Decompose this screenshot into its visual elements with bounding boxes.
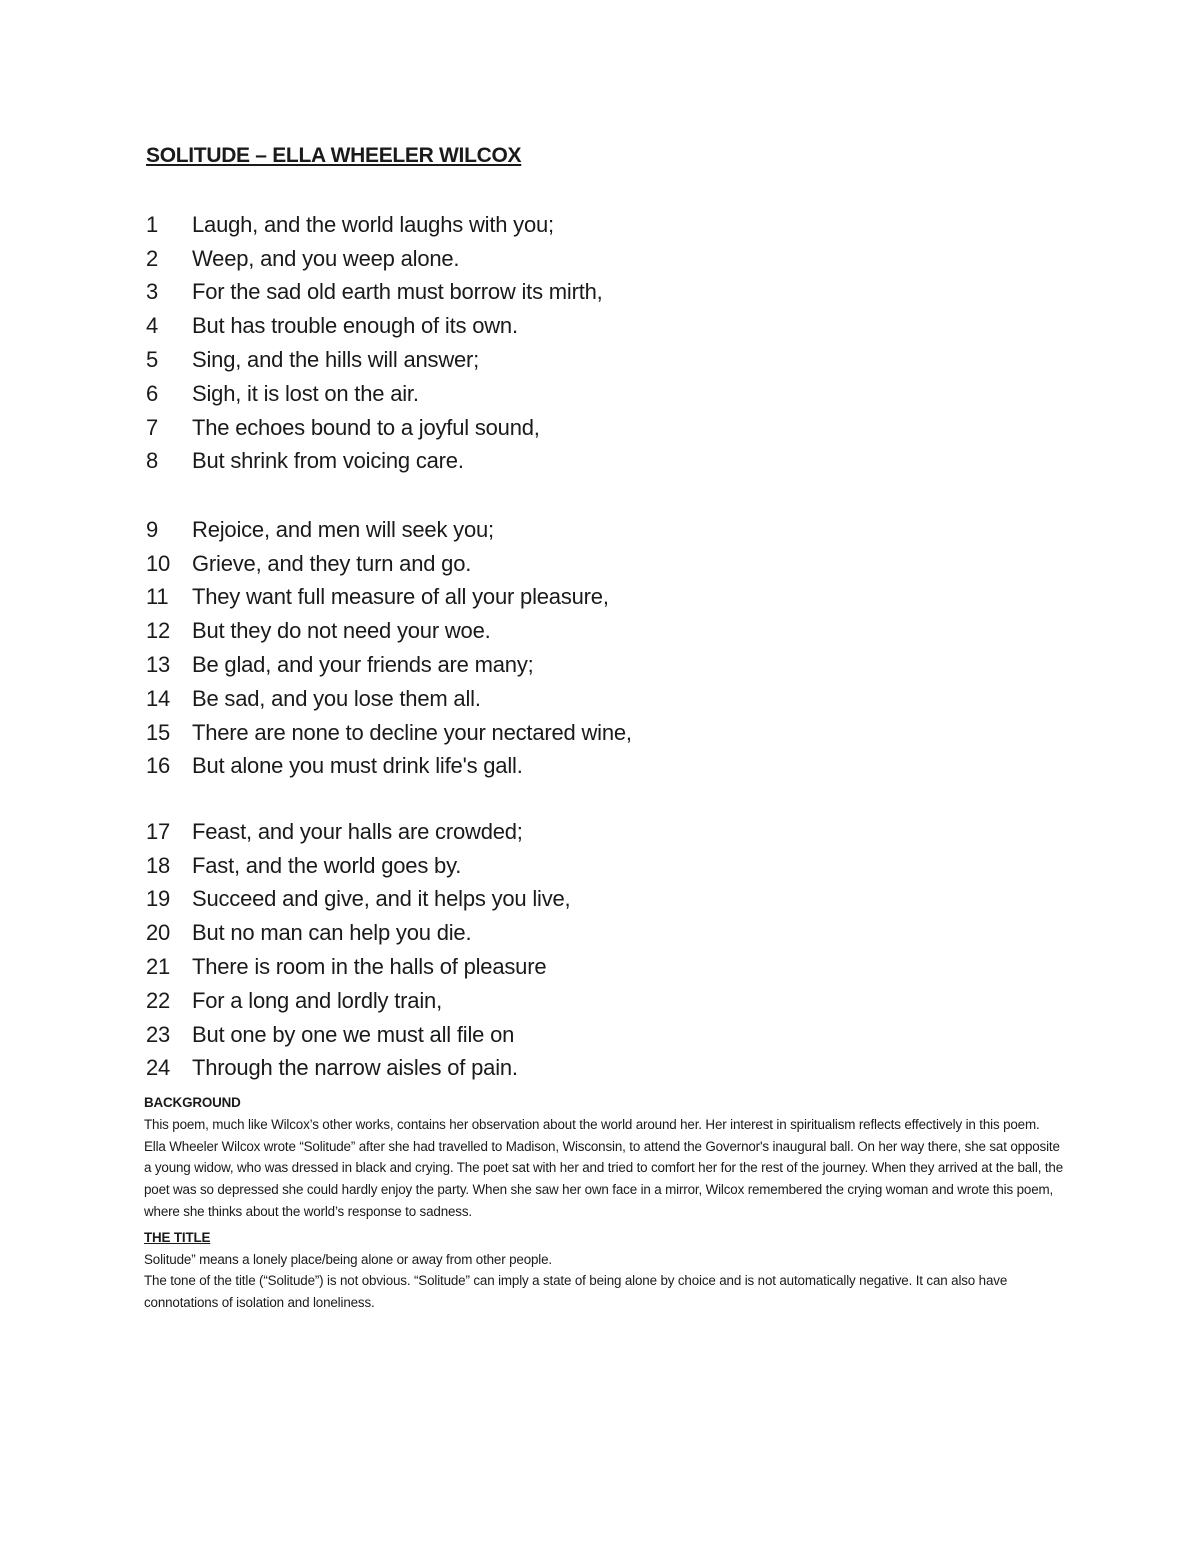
poem-line bbox=[146, 377, 603, 411]
poem-line bbox=[146, 849, 570, 883]
line-number: 18 bbox=[146, 852, 171, 878]
line-number: 23 bbox=[146, 1021, 171, 1047]
line-text: But one by one we must all file on bbox=[192, 1021, 515, 1047]
line-text: Succeed and give, and it helps you live, bbox=[192, 886, 571, 912]
line-text: There are none to decline your nectared wine, bbox=[192, 719, 632, 745]
poem-line bbox=[146, 950, 570, 984]
line-text: Fast, and the world goes by. bbox=[192, 852, 462, 878]
line-text: The echoes bound to a joyful sound, bbox=[192, 414, 540, 440]
poem-line bbox=[146, 411, 603, 445]
line-text: Be glad, and your friends are many; bbox=[192, 652, 534, 678]
line-number: 5 bbox=[146, 347, 159, 373]
line-number: 11 bbox=[146, 584, 169, 610]
title-paragraph: Solitude” means a lonely place/being alone or away from other people. bbox=[144, 1251, 552, 1267]
line-number: 8 bbox=[146, 448, 159, 474]
line-text: Sing, and the hills will answer; bbox=[192, 347, 480, 373]
line-number: 17 bbox=[146, 818, 171, 844]
poem-line bbox=[146, 547, 632, 581]
line-number: 16 bbox=[146, 753, 171, 779]
title-heading: THE TITLE bbox=[144, 1229, 211, 1245]
line-number: 19 bbox=[146, 886, 171, 912]
line-number: 10 bbox=[146, 550, 171, 576]
title-paragraph: The tone of the title (“Solitude”) is not obvious. “Solitude” can imply a state of being alone by choice and is not automatically negative. It can also have connotations of isolation and loneliness. bbox=[144, 1273, 1008, 1311]
poem-line bbox=[146, 716, 632, 750]
line-text: But alone you must drink life's gall. bbox=[192, 753, 523, 779]
document-title: SOLITUDE – ELLA WHEELER WILCOX bbox=[146, 144, 522, 167]
line-text: But no man can help you die. bbox=[192, 920, 472, 946]
poem-line bbox=[146, 648, 632, 682]
poem-line bbox=[146, 276, 603, 310]
line-number: 3 bbox=[146, 279, 159, 305]
line-text: Sigh, it is lost on the air. bbox=[192, 380, 419, 406]
line-number: 20 bbox=[146, 920, 171, 946]
line-number: 22 bbox=[146, 987, 171, 1013]
line-text: Be sad, and you lose them all. bbox=[192, 685, 481, 711]
line-number: 12 bbox=[146, 618, 171, 644]
line-text: Laugh, and the world laughs with you; bbox=[192, 211, 554, 237]
poem-line bbox=[146, 309, 603, 343]
line-number: 1 bbox=[146, 211, 159, 237]
poem-line bbox=[146, 916, 570, 950]
poem-line bbox=[146, 208, 603, 242]
poem-line bbox=[146, 1018, 570, 1052]
line-number: 2 bbox=[146, 245, 159, 271]
line-text: There is room in the halls of pleasure bbox=[192, 954, 547, 980]
background-paragraph: This poem, much like Wilcox’s other works, contains her observation about the world around her. Her interest in spiritualism reflects effectively in this poem. bbox=[144, 1116, 1040, 1132]
line-text: For a long and lordly train, bbox=[192, 987, 442, 1013]
poem-line bbox=[146, 343, 603, 377]
poem-line bbox=[146, 581, 632, 615]
stanza-2 bbox=[146, 513, 632, 783]
line-text: Weep, and you weep alone. bbox=[192, 245, 460, 271]
background-paragraph: Ella Wheeler Wilcox wrote “Solitude” after she had travelled to Madison, Wisconsin, to attend the Governor's inaugural ball. On her way there, she sat opposite a young widow, who was dressed in black and crying. The poet sat with her and tried to comfort her for the rest of the journey. When they arrived at the ball, the poet was so depressed she could hardly enjoy the party. When she saw her own face in a mirror, Wilcox remembered the crying woman and wrote this poem, where she thinks about the world’s response to sadness. bbox=[144, 1138, 1064, 1219]
poem-line bbox=[146, 1052, 570, 1086]
line-text: But shrink from voicing care. bbox=[192, 448, 464, 474]
poem-line bbox=[146, 984, 570, 1018]
background-heading: BACKGROUND bbox=[144, 1095, 241, 1110]
line-text: Feast, and your halls are crowded; bbox=[192, 818, 523, 844]
line-number: 24 bbox=[146, 1055, 171, 1081]
poem-line bbox=[146, 445, 603, 479]
line-number: 4 bbox=[146, 313, 159, 339]
line-number: 15 bbox=[146, 719, 171, 745]
line-text: They want full measure of all your pleasure, bbox=[192, 584, 609, 610]
line-number: 21 bbox=[146, 954, 171, 980]
poem-line bbox=[146, 682, 632, 716]
stanza-1 bbox=[146, 208, 603, 478]
line-number: 13 bbox=[146, 652, 171, 678]
poem-line bbox=[146, 614, 632, 648]
stanza-3 bbox=[146, 815, 570, 1085]
poem-line bbox=[146, 815, 570, 849]
poem-line bbox=[146, 883, 570, 917]
notes-section bbox=[144, 1092, 1064, 1314]
line-text: Rejoice, and men will seek you; bbox=[192, 516, 494, 542]
line-text: But they do not need your woe. bbox=[192, 618, 491, 644]
line-number: 6 bbox=[146, 380, 159, 406]
poem-line bbox=[146, 513, 632, 547]
line-number: 14 bbox=[146, 685, 171, 711]
line-text: Grieve, and they turn and go. bbox=[192, 550, 472, 576]
poem-line bbox=[146, 750, 632, 784]
line-number: 7 bbox=[146, 414, 159, 440]
line-text: Through the narrow aisles of pain. bbox=[192, 1055, 518, 1081]
line-text: But has trouble enough of its own. bbox=[192, 313, 518, 339]
line-text: For the sad old earth must borrow its mirth, bbox=[192, 279, 603, 305]
poem-line bbox=[146, 242, 603, 276]
line-number: 9 bbox=[146, 516, 159, 542]
